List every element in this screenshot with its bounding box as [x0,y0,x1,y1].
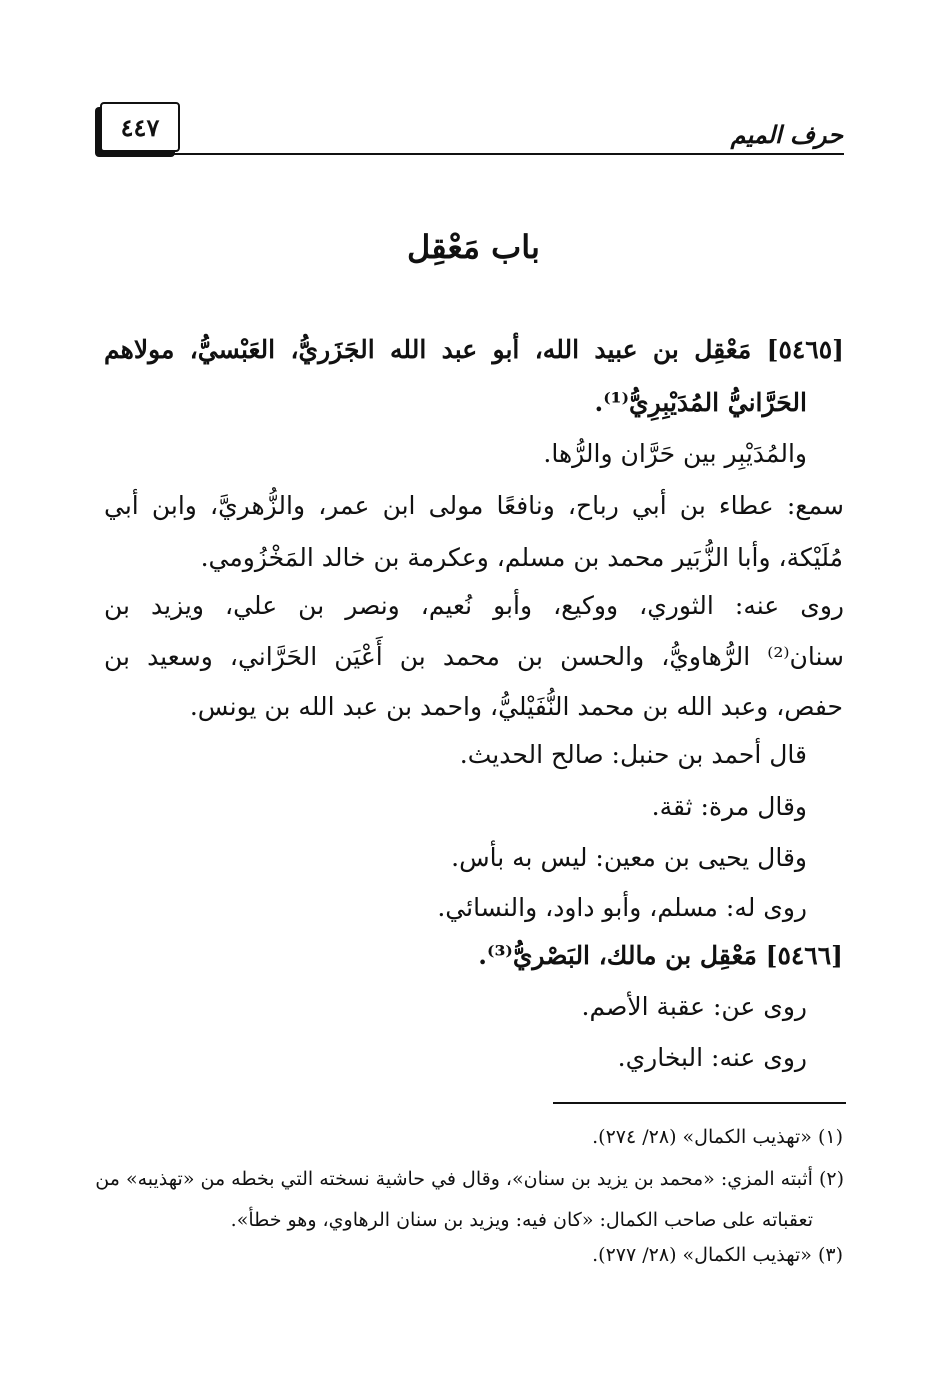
body-line: روى عن: عقبة الأصم. [581,992,807,1021]
footnote-2-line-2: تعقباته على صاحب الكمال: «كان فيه: ويزيد بن سنان الرهاوي، وهو خطأ». [230,1209,813,1231]
body-line: روى له: مسلم، وأبو داود، والنسائي. [437,893,807,922]
body-line: والمُدَيْبِر بين حَرَّان والرُّها. [543,439,807,468]
body-line: حفص، وعبد الله بن محمد النُّفَيْليُّ، واحمد بن عبد الله بن يونس. [189,692,843,721]
footnote-1: (١) «تهذيب الكمال» (٢٨/ ٢٧٤). [592,1126,843,1148]
footnote-2-line-1: (٢) أثبته المزي: «محمد بن يزيد بن سنان»، وقال في حاشية نسخته التي بخطه من «تهذيبه» من [95,1168,844,1190]
body-line: مُلَيْكة، وأبا الزُّبَير محمد بن مسلم، وعكرمة بن خالد المَخْزُومي. [200,543,843,572]
entry-heading-5466: [٥٤٦٦] مَعْقِل بن مالك، البَصْريُّ⁽³⁾. [478,941,843,970]
footnote-3: (٣) «تهذيب الكمال» (٢٨/ ٢٧٧). [592,1244,843,1266]
body-line: سمع: عطاء بن أبي رباح، ونافعًا مولى ابن عمر، والزُّهريَّ، وابن أبي [104,491,844,520]
body-line: وقال مرة: ثقة. [651,792,807,821]
body-line: روى عنه: الثوري، ووكيع، وأبو نُعيم، ونصر بن علي، ويزيد بن [104,591,844,620]
body-line: قال أحمد بن حنبل: صالح الحديث. [459,740,807,769]
header-rule [102,153,844,155]
body-line: روى عنه: البخاري. [617,1043,807,1072]
chapter-title: باب مَعْقِل [407,228,540,266]
page-number: ٤٤٧ [120,112,160,142]
page-number-box [100,102,180,152]
entry-heading-5465-line-2: الحَرَّانيُّ المُدَيْبِرِيُّ⁽¹⁾. [594,388,807,417]
entry-heading-5465-line-1: [٥٤٦٥] مَعْقِل بن عبيد الله، أبو عبد الله الجَزَريُّ، العَبْسيُّ، مولاهم [104,335,844,364]
body-line: سنان⁽²⁾ الرُّهاويُّ، والحسن بن محمد بن أَعْيَن الحَرَّاني، وسعيد بن [104,642,844,671]
body-line: وقال يحيى بن معين: ليس به بأس. [451,843,807,872]
footnote-rule [553,1102,846,1104]
running-head: حرف الميم [730,120,843,149]
